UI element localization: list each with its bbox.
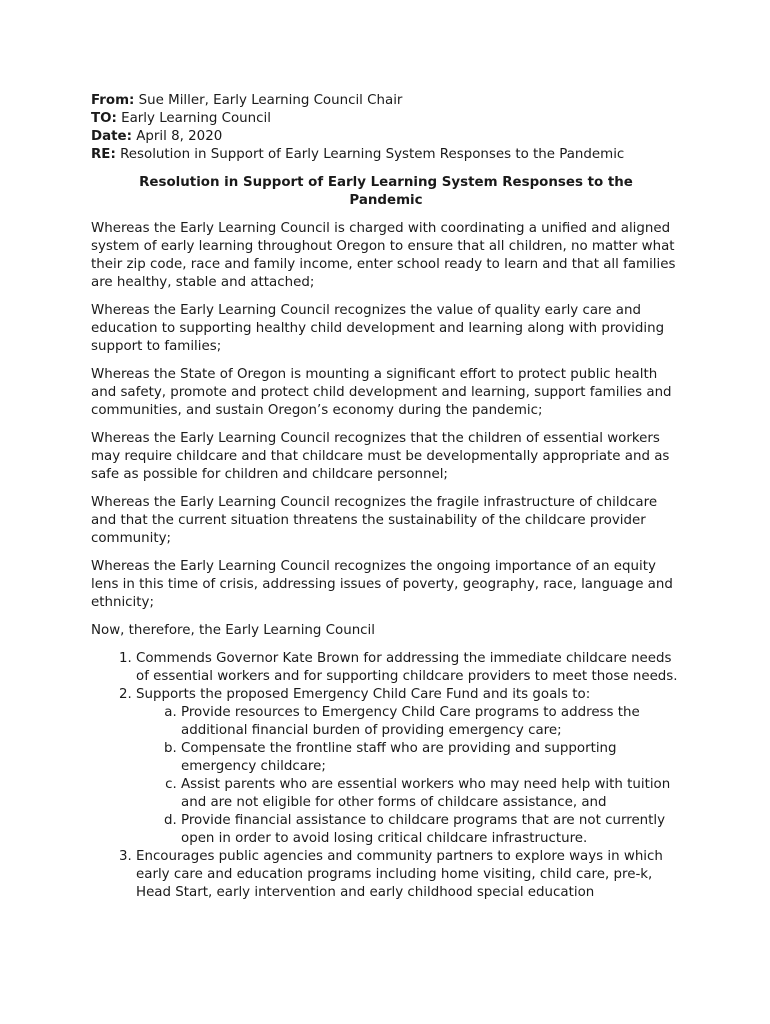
whereas-paragraph-4: Whereas the Early Learning Council recognizes that the children of essential workers may require childcare and that childcare must be developmentally appropriate and as safe as possible for children and childcare personnel; (91, 431, 670, 482)
resolution-item-1 (136, 650, 681, 686)
date-value: April 8, 2020 (132, 129, 223, 144)
whereas-paragraph-2: Whereas the Early Learning Council recognizes the value of quality early care and education to supporting healthy child development and learning along with providing support to families; (91, 303, 665, 354)
whereas-paragraph-5: Whereas the Early Learning Council recognizes the fragile infrastructure of childcare and that the current situation threatens the sustainability of the childcare provider community; (91, 495, 658, 546)
resolution-item-3-text: Encourages public agencies and community partners to explore ways in which early care and education programs including home visiting, child care, pre-k, Head Start, early intervention and early childhood special education (136, 849, 663, 900)
fund-goals-list (136, 704, 681, 848)
memo-from (91, 92, 681, 110)
resolution-list (91, 650, 681, 902)
to-value: Early Learning Council (116, 111, 271, 126)
memo-re (91, 146, 681, 164)
now-therefore: Now, therefore, the Early Learning Council (91, 623, 375, 638)
whereas-paragraph-6: Whereas the Early Learning Council recognizes the ongoing importance of an equity lens in this time of crisis, addressing issues of poverty, geography, race, language and ethnicity; (91, 559, 673, 610)
re-label: RE: (91, 147, 116, 162)
resolution-item-2 (136, 686, 681, 848)
memo-date (91, 128, 681, 146)
whereas-paragraph-1: Whereas the Early Learning Council is charged with coordinating a unified and aligned system of early learning throughout Oregon to ensure that all children, no matter what their zip code, race and family income, enter school ready to learn and that all families are healthy, stable and attached; (91, 221, 676, 290)
resolution-item-3 (136, 848, 681, 902)
fund-goal-a: a. Provide resources to Emergency Child Care programs to address the additional financial burden of providing emergency care; (181, 704, 681, 740)
document-page (91, 92, 681, 902)
memo-header (91, 92, 681, 164)
date-label: Date: (91, 129, 132, 144)
whereas-paragraph-3: Whereas the State of Oregon is mounting a significant effort to protect public health and safety, promote and protect child development and learning, support families and communities, and sustain Oregon’s economy during the pandemic; (91, 367, 672, 418)
resolution-item-2-text: Supports the proposed Emergency Child Care Fund and its goals to: (136, 687, 591, 702)
fund-goal-b: b. Compensate the frontline staff who are providing and supporting emergency childcare; (181, 740, 681, 776)
fund-goal-d: d. Provide financial assistance to childcare programs that are not currently open in order to avoid losing critical childcare infrastructure. (181, 812, 681, 848)
fund-goal-c: c. Assist parents who are essential workers who may need help with tuition and are not eligible for other forms of childcare assistance, and (181, 776, 681, 812)
resolution-item-1-text: Commends Governor Kate Brown for addressing the immediate childcare needs of essential workers and for supporting childcare providers to meet those needs. (136, 651, 678, 684)
resolution-title: Resolution in Support of Early Learning System Responses to the Pandemic (139, 175, 633, 208)
memo-to (91, 110, 681, 128)
from-value: Sue Miller, Early Learning Council Chair (134, 93, 403, 108)
re-value: Resolution in Support of Early Learning System Responses to the Pandemic (115, 147, 625, 162)
from-label: From: (91, 93, 135, 108)
to-label: TO: (91, 111, 117, 126)
